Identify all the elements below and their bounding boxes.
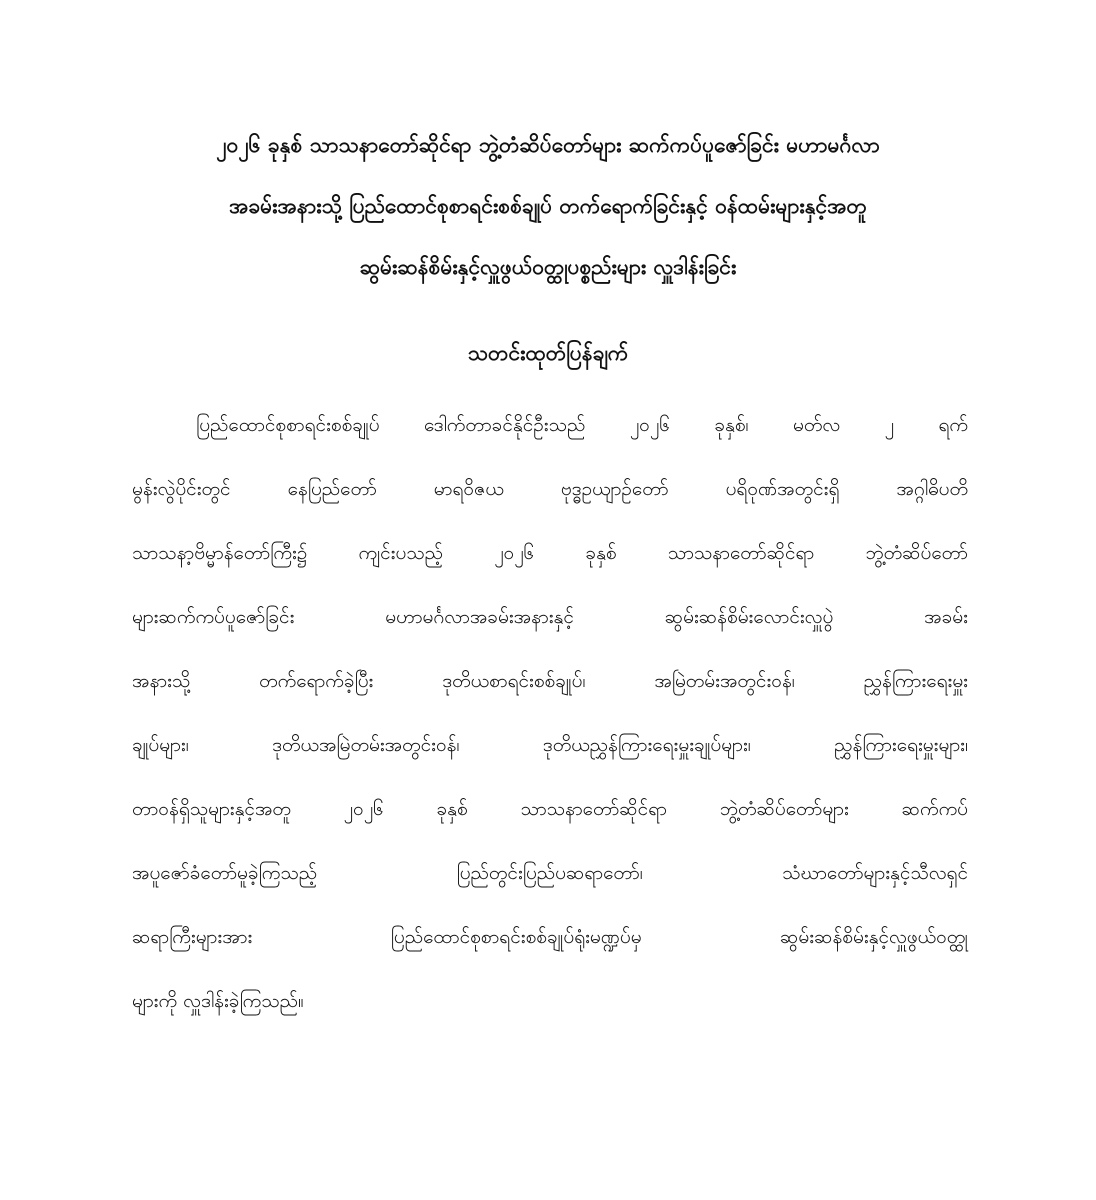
- headline-line-1: ၂၀၂၆ ခုနှစ် သာသနာတော်ဆိုင်ရာ ဘွဲ့တံဆိပ်တော်များ ဆက်ကပ်ပူဇော်ခြင်း မဟာမင်္ဂလာ: [216, 133, 880, 157]
- body-line: ပြည်ထောင်စုစာရင်းစစ်ချုပ် ဒေါက်တာခင်နိုင်ဦးသည် ၂၀၂၆ ခုနှစ်၊ မတ်လ ၂ ရက်: [196, 414, 968, 436]
- body-line: မွန်းလွဲပိုင်းတွင် နေပြည်တော် မာရဝိဇယ ဗုဒ္ဓဥယျာဉ်တော် ပရိဝုဏ်အတွင်းရှိ အဂ္ဂါဓိပတိ: [132, 478, 968, 500]
- headline: [120, 132, 976, 315]
- body-line: များကို လှူဒါန်းခဲ့ကြသည်။: [132, 990, 304, 1012]
- body-line: ချုပ်များ၊ ဒုတိယအမြဲတမ်းအတွင်းဝန်၊ ဒုတိယညွှန်ကြားရေးမှူးချုပ်များ၊ ညွှန်ကြားရေးမှူးများ၊: [132, 734, 968, 756]
- body-line: သာသနာ့ဗိမ္မာန်တော်ကြီး၌ ကျင်းပသည့် ၂၀၂၆ ခုနှစ် သာသနာတော်ဆိုင်ရာ ဘွဲ့တံဆိပ်တော်: [132, 542, 968, 564]
- body-line: အပူဇော်ခံတော်မူခဲ့ကြသည့် ပြည်တွင်းပြည်ပဆရာတော်၊ သံဃာတော်များနှင့်သီလရှင်: [132, 862, 968, 884]
- body-line: တာဝန်ရှိသူများနှင့်အတူ ၂၀၂၆ ခုနှစ် သာသနာတော်ဆိုင်ရာ ဘွဲ့တံဆိပ်တော်များ ဆက်ကပ်: [132, 798, 968, 820]
- body-line: ဆရာကြီးများအား ပြည်ထောင်စုစာရင်းစစ်ချုပ်ရုံးမဏ္ဍပ်မှ ဆွမ်းဆန်စိမ်းနှင့်လှူဖွယ်ဝတ္ထု: [132, 926, 968, 948]
- body-paragraph: [132, 413, 968, 1053]
- headline-line-3: ဆွမ်းဆန်စိမ်းနှင့်လှူဖွယ်ဝတ္ထုပစ္စည်းများ လှူဒါန်းခြင်း: [359, 255, 737, 279]
- document-type-heading: သတင်းထုတ်ပြန်ချက်: [467, 341, 629, 365]
- headline-line-2: အခမ်းအနားသို့ ပြည်ထောင်စုစာရင်းစစ်ချုပ် တက်ရောက်ခြင်းနှင့် ဝန်ထမ်းများနှင့်အတူ: [229, 194, 867, 218]
- body-line: အနားသို့ တက်ရောက်ခဲ့ပြီး ဒုတိယစာရင်းစစ်ချုပ်၊ အမြဲတမ်းအတွင်းဝန်၊ ညွှန်ကြားရေးမှူး: [132, 670, 968, 692]
- body-line: များဆက်ကပ်ပူဇော်ခြင်း မဟာမင်္ဂလာအခမ်းအနားနှင့် ဆွမ်းဆန်စိမ်းလောင်းလှူပွဲ အခမ်း: [132, 606, 968, 628]
